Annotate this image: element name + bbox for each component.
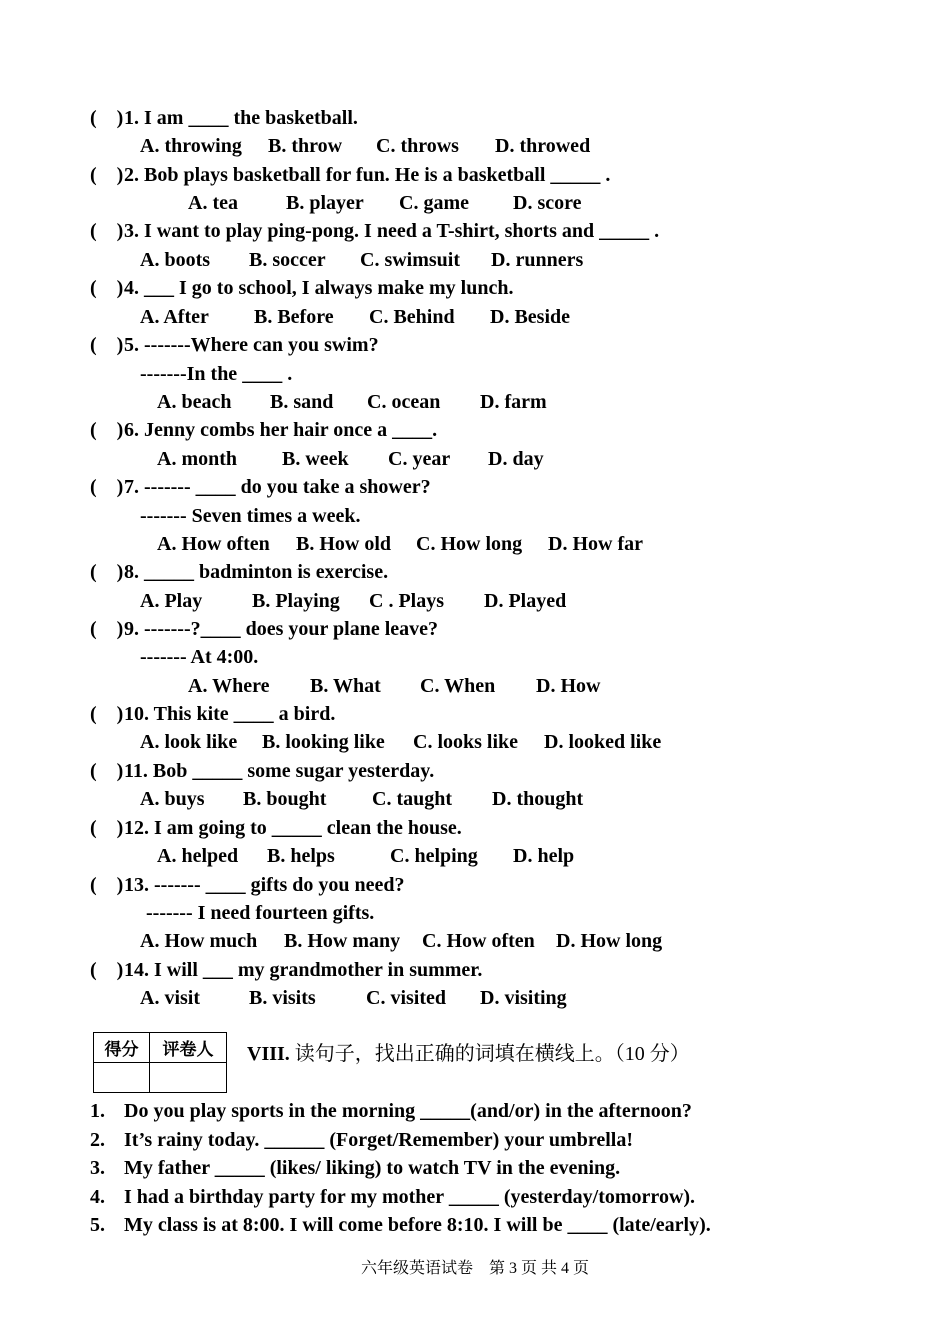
option-a: A. Play — [140, 590, 203, 612]
option-a: A. month — [157, 448, 238, 470]
answer-blank[interactable]: ( ) — [90, 220, 124, 242]
score-cell[interactable] — [94, 1063, 150, 1093]
question-stem: 9. -------?____ does your plane leave? — [124, 618, 439, 640]
option-a: A. tea — [188, 192, 238, 214]
option-b: B. player — [286, 192, 364, 214]
option-b: B. visits — [249, 987, 316, 1009]
item-number: 1. — [90, 1100, 105, 1122]
option-d: D. day — [488, 448, 544, 470]
fill-blank-sentence: It’s rainy today. ______ (Forget/Remember) your umbrella! — [124, 1129, 633, 1151]
option-b: B. How many — [284, 930, 401, 952]
option-c: C . Plays — [369, 590, 444, 612]
option-d: D. runners — [491, 249, 584, 271]
option-d: D. How far — [548, 533, 643, 555]
answer-blank[interactable]: ( ) — [90, 419, 124, 441]
answer-blank[interactable]: ( ) — [90, 703, 124, 725]
grader-header: 评卷人 — [150, 1033, 227, 1063]
option-c: C. game — [399, 192, 469, 214]
option-c: C. taught — [372, 788, 453, 810]
answer-blank[interactable]: ( ) — [90, 618, 124, 640]
fill-blank-sentence: Do you play sports in the morning _____(and/or) in the afternoon? — [124, 1100, 692, 1122]
question-stem: 8. _____ badminton is exercise. — [124, 561, 389, 583]
question-stem: 7. ------- ____ do you take a shower? — [124, 476, 431, 498]
option-b: B. looking like — [262, 731, 385, 753]
option-c: C. When — [420, 675, 496, 697]
option-c: C. throws — [376, 135, 459, 157]
option-c: C. year — [388, 448, 451, 470]
option-b: B. What — [310, 675, 381, 697]
option-b: B. How old — [296, 533, 392, 555]
option-d: D. farm — [480, 391, 547, 413]
answer-blank[interactable]: ( ) — [90, 959, 124, 981]
fill-blank-sentence: My class is at 8:00. I will come before 8:10. I will be ____ (late/early). — [124, 1214, 711, 1236]
option-d: D. Beside — [490, 306, 570, 328]
option-b: B. Before — [254, 306, 334, 328]
option-b: B. Playing — [252, 590, 340, 612]
question-stem: 13. ------- ____ gifts do you need? — [124, 874, 405, 896]
option-d: D. score — [513, 192, 582, 214]
item-number: 2. — [90, 1129, 105, 1151]
option-d: D. Played — [484, 590, 567, 612]
question-stem: 2. Bob plays basketball for fun. He is a basketball _____ . — [124, 164, 611, 186]
dialogue-response: ------- Seven times a week. — [140, 505, 361, 527]
dialogue-response: ------- I need fourteen gifts. — [146, 902, 375, 924]
option-c: C. How often — [422, 930, 535, 952]
option-d: D. looked like — [544, 731, 662, 753]
answer-blank[interactable]: ( ) — [90, 334, 124, 356]
fill-blank-sentence: I had a birthday party for my mother _____ (yesterday/tomorrow). — [124, 1186, 696, 1208]
option-a: A. beach — [157, 391, 232, 413]
option-c: C. Behind — [369, 306, 455, 328]
answer-blank[interactable]: ( ) — [90, 874, 124, 896]
option-a: A. throwing — [140, 135, 242, 157]
option-d: D. visiting — [480, 987, 567, 1009]
dialogue-response: -------In the ____ . — [140, 363, 293, 385]
option-b: B. helps — [267, 845, 335, 867]
score-header: 得分 — [94, 1033, 150, 1063]
option-d: D. How — [536, 675, 601, 697]
option-a: A. buys — [140, 788, 205, 810]
option-a: A. How often — [157, 533, 270, 555]
answer-blank[interactable]: ( ) — [90, 817, 124, 839]
option-a: A. visit — [140, 987, 200, 1009]
option-b: B. soccer — [249, 249, 326, 271]
option-a: A. Where — [188, 675, 270, 697]
option-b: B. week — [282, 448, 349, 470]
option-d: D. help — [513, 845, 575, 867]
answer-blank[interactable]: ( ) — [90, 476, 124, 498]
dialogue-response: ------- At 4:00. — [140, 646, 259, 668]
option-b: B. sand — [270, 391, 334, 413]
option-c: C. looks like — [413, 731, 519, 753]
item-number: 5. — [90, 1214, 105, 1236]
answer-blank[interactable]: ( ) — [90, 107, 124, 129]
option-d: D. How long — [556, 930, 663, 952]
option-a: A. helped — [157, 845, 239, 867]
question-stem: 6. Jenny combs her hair once a ____. — [124, 419, 438, 441]
option-c: C. ocean — [367, 391, 441, 413]
option-b: B. throw — [268, 135, 343, 157]
option-a: A. How much — [140, 930, 258, 952]
option-b: B. bought — [243, 788, 327, 810]
question-stem: 10. This kite ____ a bird. — [124, 703, 336, 725]
question-stem: 12. I am going to _____ clean the house. — [124, 817, 462, 839]
answer-blank[interactable]: ( ) — [90, 164, 124, 186]
option-d: D. thought — [492, 788, 584, 810]
answer-blank[interactable]: ( ) — [90, 760, 124, 782]
grader-cell[interactable] — [150, 1063, 227, 1093]
option-c: C. visited — [366, 987, 446, 1009]
section-instruction: 读句子，找出正确的词填在横线上。 — [289, 1043, 615, 1065]
option-a: A. After — [140, 306, 209, 328]
question-stem: 5. -------Where can you swim? — [124, 334, 379, 356]
option-d: D. throwed — [495, 135, 591, 157]
option-c: C. swimsuit — [360, 249, 461, 271]
question-stem: 3. I want to play ping-pong. I need a T-shirt, shorts and _____ . — [124, 220, 660, 242]
item-number: 3. — [90, 1157, 105, 1179]
option-a: A. boots — [140, 249, 211, 271]
option-a: A. look like — [140, 731, 238, 753]
item-number: 4. — [90, 1186, 105, 1208]
section-title — [247, 1042, 690, 1066]
section-number: VIII. — [247, 1043, 290, 1065]
question-stem: 1. I am ____ the basketball. — [124, 107, 358, 129]
fill-blank-sentence: My father _____ (likes/ liking) to watch TV in the evening. — [124, 1157, 621, 1179]
question-stem: 4. ___ I go to school, I always make my lunch. — [124, 277, 514, 299]
answer-blank[interactable]: ( ) — [90, 561, 124, 583]
question-stem: 11. Bob _____ some sugar yesterday. — [124, 760, 435, 782]
option-c: C. helping — [390, 845, 478, 867]
answer-blank[interactable]: ( ) — [90, 277, 124, 299]
page-footer: 六年级英语试卷 第 3 页 共 4 页 — [360, 1260, 589, 1277]
question-stem: 14. I will ___ my grandmother in summer. — [124, 959, 483, 981]
section-points: （10 分） — [614, 1043, 690, 1065]
score-box — [93, 1032, 227, 1093]
option-c: C. How long — [416, 533, 523, 555]
